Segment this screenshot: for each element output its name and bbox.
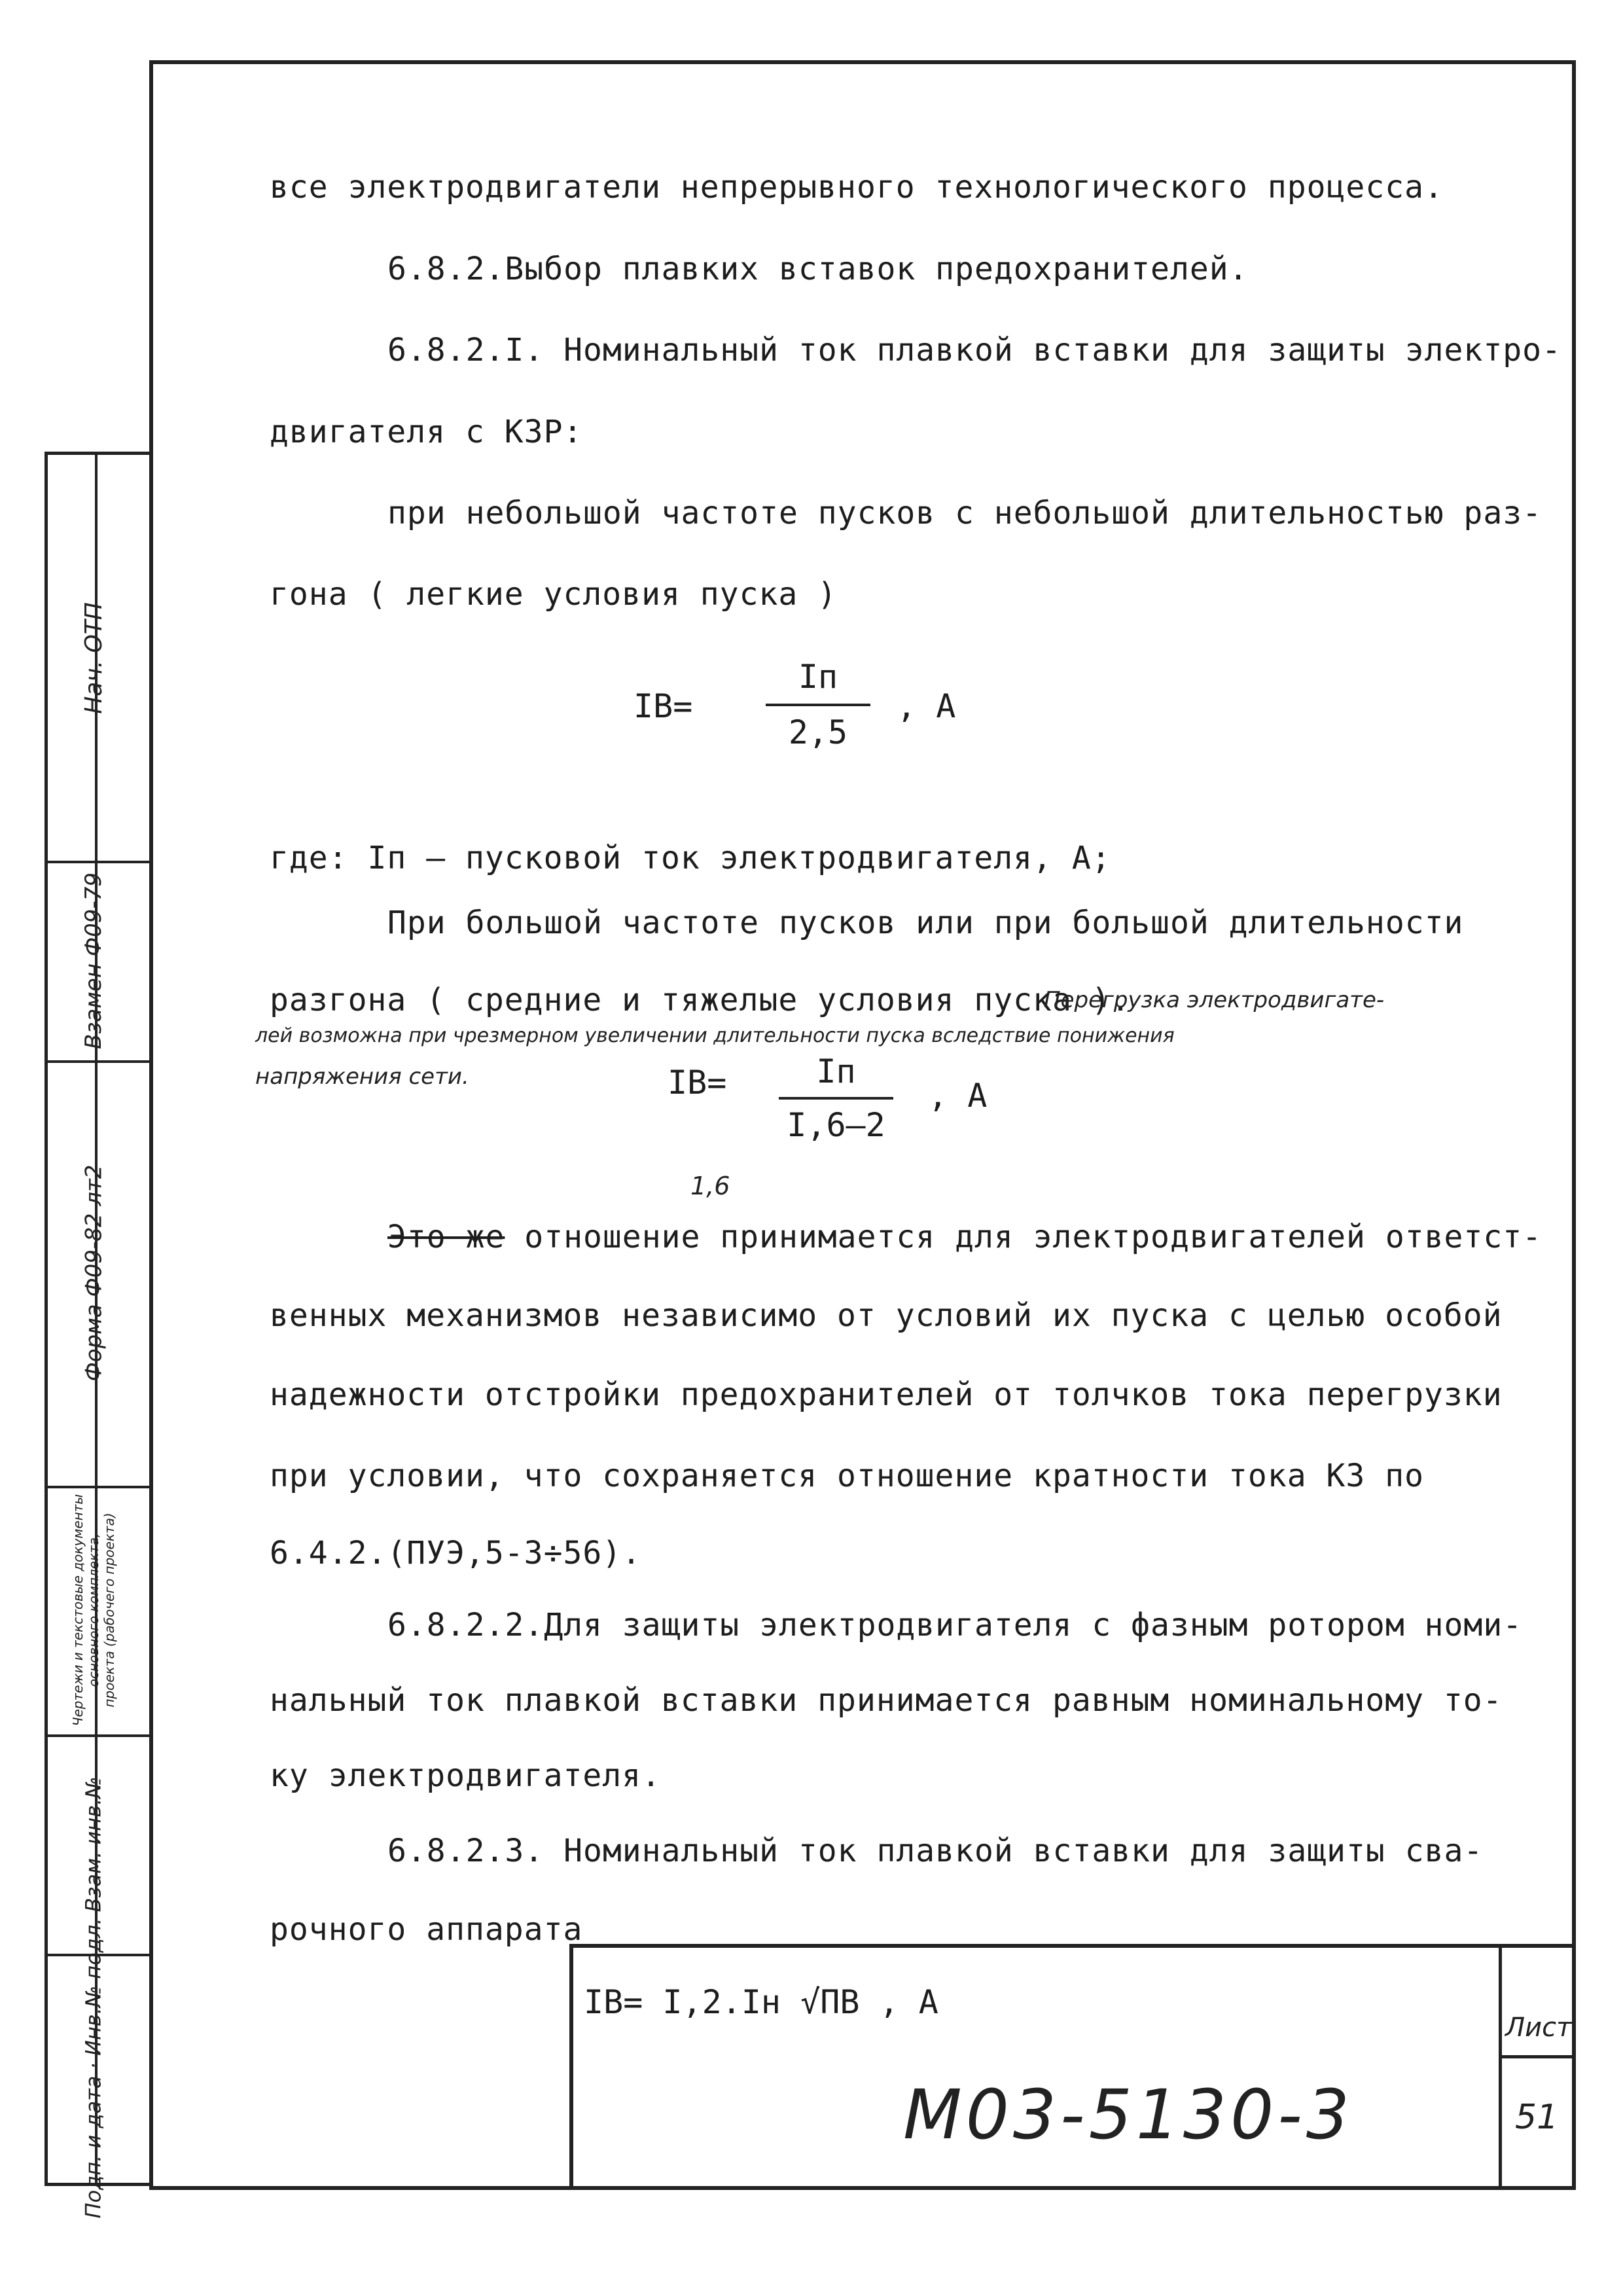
stamp-cell-head <box>48 455 139 861</box>
handwritten-note: лей возможна при чрезмерном увеличении длительности пуска вследствие понижения <box>255 1024 1175 1047</box>
formula-2-denominator: I,6–2 <box>787 1106 885 1144</box>
frame-top-border <box>149 60 1576 64</box>
text-line: нальный ток плавкой вставки принимается равным номинальному то- <box>270 1682 1503 1719</box>
handwritten-note: Перегрузка электродвигате- <box>1044 987 1385 1013</box>
text-line <box>387 1219 1542 1255</box>
stamp-sign-date-label: Подп. и дата · Инв.№ подл. <box>81 1918 106 2219</box>
sheet-label: Лист <box>1505 2013 1572 2043</box>
document-code: М03-5130-3 <box>903 2075 1353 2155</box>
text-line: 6.8.2.3. Номинальный ток плавкой вставки для защиты сва- <box>387 1833 1484 1869</box>
struck-text: Это же <box>387 1219 505 1255</box>
text-span: отношение принимается для электродвигателей ответст- <box>524 1219 1543 1255</box>
text-line: надежности отстройки предохранителей от толчков тока перегрузки <box>270 1376 1503 1413</box>
text-line: венных механизмов независимо от условий их пуска с целью особой <box>270 1297 1503 1334</box>
text-line: рочного аппарата <box>270 1911 583 1948</box>
text-line: ку электродвигателя. <box>270 1757 661 1794</box>
stamp-replaces-label: Взамен Ф09-79 <box>80 872 107 1049</box>
text-line: 6.8.2.2.Для защиты электродвигателя с фазным ротором номи- <box>387 1607 1523 1643</box>
sheet-box-divider <box>1499 2055 1576 2058</box>
formula-2-unit: , А <box>928 1077 988 1115</box>
frame-left-border <box>149 60 153 2187</box>
formula-2-numerator: Iп <box>816 1052 856 1090</box>
formula-2-bar <box>779 1097 893 1100</box>
handwritten-note: напряжения сети. <box>255 1064 469 1090</box>
section-heading: 6.8.2.Выбор плавких вставок предохранителей. <box>387 251 1249 287</box>
formula-1-bar <box>766 704 870 706</box>
stamp-form-label: Форма Ф09-82 лт2 <box>80 1164 107 1382</box>
text-line: все электродвигатели непрерывного технологического процесса. <box>270 169 1444 206</box>
text-line: двигателя с КЗР: <box>270 414 583 450</box>
text-line: при небольшой частоте пусков с небольшой длительностью раз- <box>387 495 1543 531</box>
stamp-cell-replaces <box>48 861 139 1060</box>
text-line: При большой частоте пусков или при большой длительности <box>387 905 1464 941</box>
stamp-cell-docs <box>48 1486 139 1734</box>
formula-1-unit: , А <box>897 687 956 725</box>
stamp-head-label: Нач. ОТП <box>80 601 107 714</box>
text-line: 6.4.2.(ПУЭ,5-3÷56). <box>270 1535 642 1571</box>
stamp-cell-sign-date <box>48 1918 139 2219</box>
stamp-inv-replace-label: Взам. инв.№ <box>81 1776 106 1912</box>
sheet-box <box>1499 1944 1576 2186</box>
stamp-strip <box>45 452 149 2219</box>
frame-bottom-border <box>149 2186 1576 2190</box>
text-line: 6.8.2.I. Номинальный ток плавкой вставки для защиты электро- <box>387 332 1561 368</box>
text-line: разгона ( средние и тяжелые условия пуска ). <box>270 982 1131 1018</box>
text-line: при условии, что сохраняется отношение кратности тока КЗ по <box>270 1458 1425 1494</box>
text-line: где: Iп – пусковой ток электродвигателя, А; <box>270 840 1111 876</box>
formula-1-lhs: IB= <box>633 687 693 725</box>
formula-3: IB= I,2.Iн √ПВ , А <box>584 1983 938 2021</box>
handwritten-correction: 1,6 <box>690 1172 730 1200</box>
formula-1-denominator: 2,5 <box>788 713 848 751</box>
text-line: гона ( легкие условия пуска ) <box>270 576 838 613</box>
formula-1-numerator: Iп <box>798 658 838 696</box>
stamp-docs-label: Чертежи и текстовые документы основного комплекта, проекта (рабочего проекта) <box>70 1494 118 1727</box>
frame-right-border <box>1572 60 1576 2187</box>
sheet-number: 51 <box>1515 2098 1559 2137</box>
stamp-cell-form <box>48 1060 139 1486</box>
formula-2-lhs: IB= <box>668 1064 727 1102</box>
